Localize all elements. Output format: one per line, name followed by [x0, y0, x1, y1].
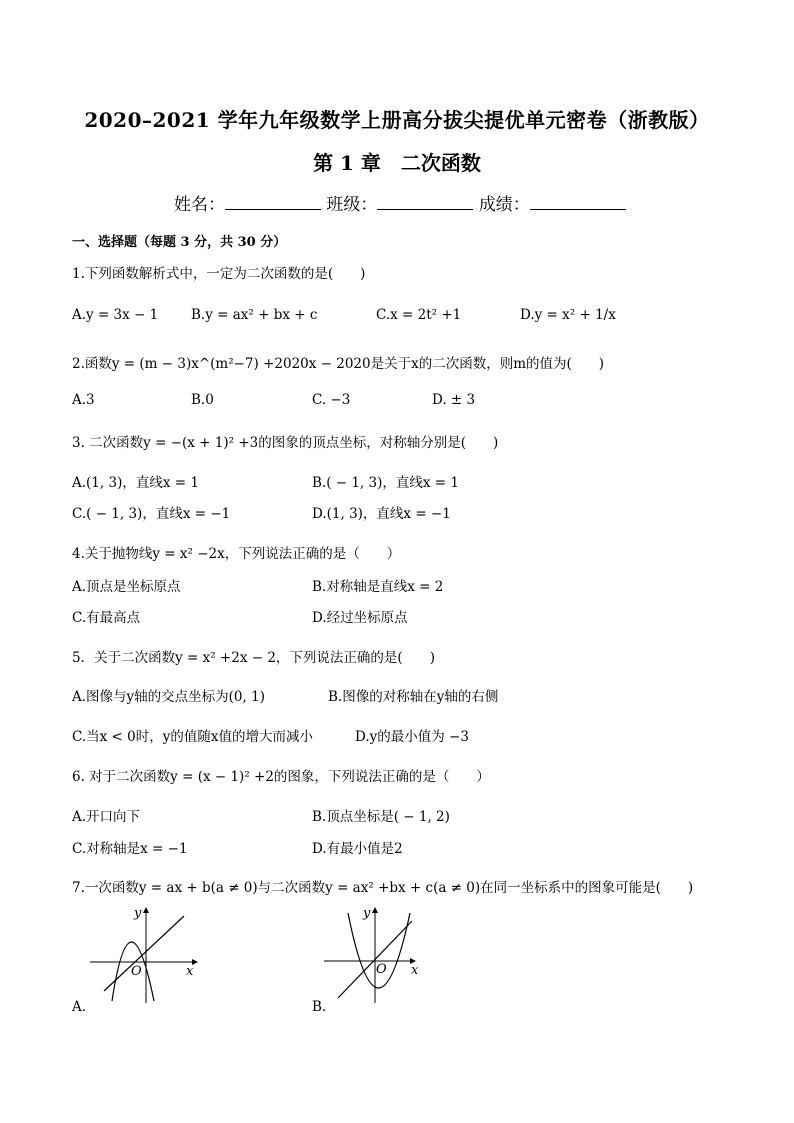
question-1-option-b: B.y = ax² + bx + c	[191, 307, 318, 323]
question-4-option-d: D.经过坐标原点	[312, 610, 408, 626]
question-5-option-c: C.当x < 0时，y的值随x值的增大而减小	[72, 729, 313, 745]
graph-a-line	[104, 916, 184, 991]
graph-a-origin-label: O	[131, 964, 142, 979]
question-3-option-c: C.( − 1, 3)，直线x = −1	[72, 506, 231, 522]
question-4-option-a: A.顶点是坐标原点	[72, 579, 181, 595]
question-1-option-c: C.x = 2t² +1	[376, 307, 462, 323]
question-2-stem: 2.函数y = (m − 3)x^(m²−7) +2020x − 2020是关于x的二次函数，则m的值为( )	[72, 356, 605, 372]
question-7-option-a: A.	[72, 999, 87, 1015]
graph-b-origin-label: O	[376, 962, 387, 977]
question-5-stem: 5．关于二次函数y = x² +2x − 2，下列说法正确的是( )	[72, 650, 435, 666]
question-3-option-b: B.( − 1, 3)，直线x = 1	[312, 475, 459, 491]
question-6-option-c: C.对称轴是x = −1	[72, 841, 188, 857]
student-info	[174, 190, 626, 215]
question-2-option-c: C. −3	[312, 392, 351, 408]
question-7-option-b: B.	[312, 999, 327, 1015]
question-3-option-d: D.(1, 3)，直线x = −1	[312, 506, 451, 522]
score-label: 成绩：	[478, 195, 530, 215]
question-6-option-d: D.有最小值是2	[312, 841, 403, 857]
question-1-stem: 1.下列函数解析式中，一定为二次函数的是( )	[72, 266, 366, 282]
graph-b-y-arrow	[372, 907, 378, 913]
question-1-option-d: D.y = x² + 1/x	[520, 307, 616, 323]
question-5-option-a: A.图像与y轴的交点坐标为(0, 1)	[72, 689, 265, 705]
question-1-option-a: A.y = 3x − 1	[72, 307, 159, 323]
question-6-option-a: A.开口向下	[72, 809, 141, 825]
class-label: 班级：	[326, 195, 378, 215]
name-label: 姓名：	[174, 195, 225, 215]
section-heading: 一、选择题（每题 3 分，共 30 分）	[72, 235, 287, 250]
question-7-stem: 7.一次函数y = ax + b(a ≠ 0)与二次函数y = ax² +bx + c(a ≠ 0)在同一坐标系中的图象可能是( )	[72, 880, 694, 896]
graph-b-y-label: y	[363, 906, 371, 921]
graph-a-y-arrow	[143, 907, 149, 913]
question-3-option-a: A.(1, 3)，直线x = 1	[72, 475, 199, 491]
question-4-option-b: B.对称轴是直线x = 2	[312, 579, 444, 595]
question-5-option-b: B.图像的对称轴在y轴的右侧	[328, 689, 499, 705]
question-2-option-a: A.3	[72, 392, 95, 408]
graph-a-y-label: y	[134, 906, 142, 921]
graph-option-a	[82, 903, 202, 1008]
question-2-option-d: D. ± 3	[432, 392, 476, 408]
question-4-stem: 4.关于抛物线y = x² −2x，下列说法正确的是（ ）	[72, 546, 401, 562]
question-6-option-b: B.顶点坐标是( − 1, 2)	[312, 809, 450, 825]
question-2-option-b: B.0	[191, 392, 214, 408]
exam-title: 2020–2021 学年九年级数学上册高分拔尖提优单元密卷（浙教版）	[84, 108, 710, 132]
name-field[interactable]	[225, 193, 321, 210]
score-field[interactable]	[530, 193, 626, 210]
class-field[interactable]	[377, 193, 473, 210]
question-6-stem: 6. 对于二次函数y = (x − 1)² +2的图象，下列说法正确的是（ ）	[72, 769, 490, 785]
question-3-stem: 3. 二次函数y = −(x + 1)² +3的图象的顶点坐标，对称轴分别是( )	[72, 435, 499, 451]
graph-option-b	[318, 903, 438, 1008]
graph-a-x-label: x	[186, 964, 194, 979]
question-5-option-d: D.y的最小值为 −3	[355, 729, 469, 745]
graph-b-x-label: x	[411, 963, 419, 978]
question-4-option-c: C.有最高点	[72, 610, 141, 626]
chapter-title: 第 1 章 二次函数	[313, 151, 481, 175]
